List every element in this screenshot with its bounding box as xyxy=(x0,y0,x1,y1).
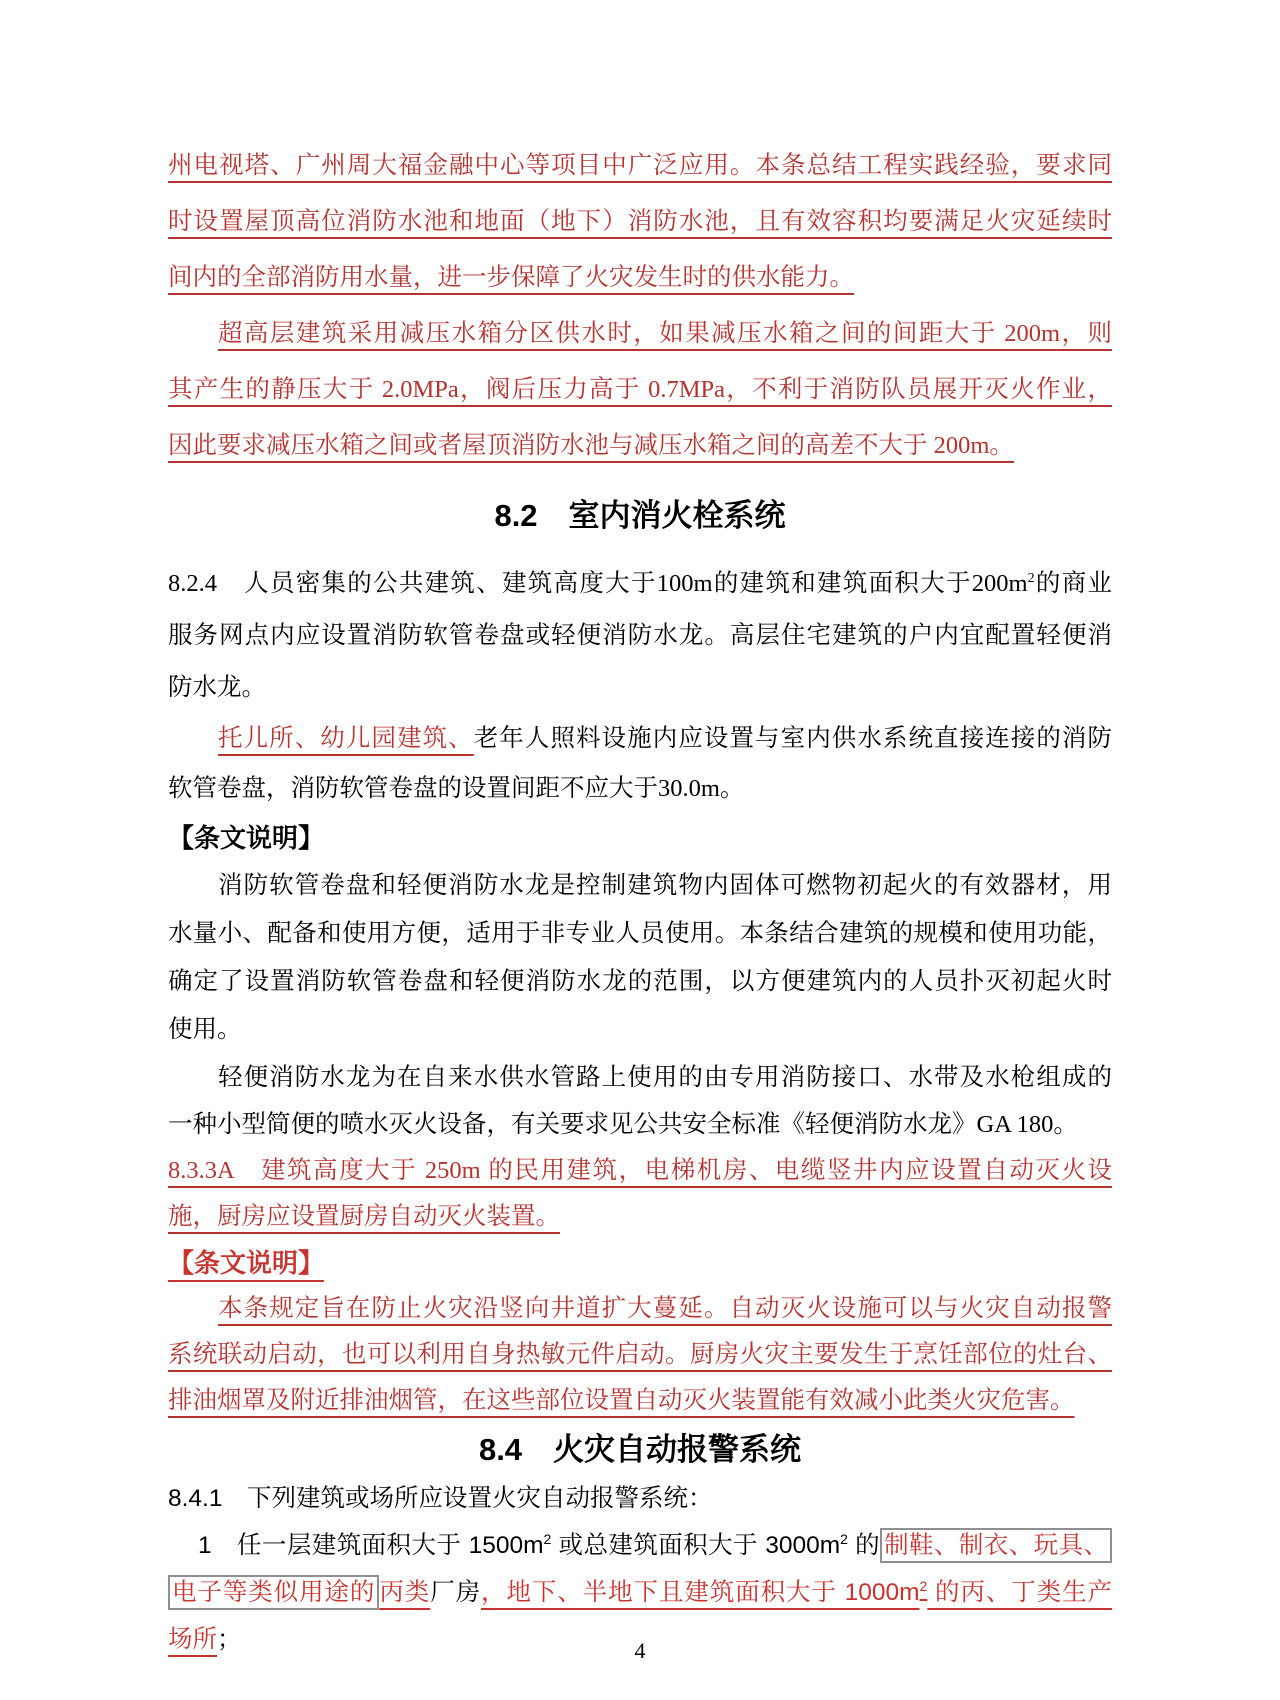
body-text: 一种小型简便的喷水灭火设备，有关要求见公共安全标准《轻便消防水龙》GA 180。 xyxy=(168,1111,1078,1138)
text-line xyxy=(168,1378,1112,1424)
text-line xyxy=(168,1569,1112,1616)
body-text: 厂房 xyxy=(430,1579,482,1606)
para-roof-tank xyxy=(168,138,1112,306)
body-text: 1 任一层建筑面积大于 1500m xyxy=(198,1532,544,1559)
page-number: 4 xyxy=(634,1638,646,1663)
text-line xyxy=(168,814,1112,862)
text-line xyxy=(168,1054,1112,1101)
revision-text: 8.3.3A 建筑高度大于 250m 的民用建筑，电梯机房、电缆竖井内应设置自动灭火设 xyxy=(168,1157,1112,1184)
para-8-4-1 xyxy=(168,1476,1112,1522)
para-nursery xyxy=(168,714,1112,814)
revision-text: 排油烟罩及附近排油烟管，在这些部位设置自动灭火装置能有效减小此类火灾危害。 xyxy=(168,1387,1075,1414)
text-line xyxy=(168,1240,1112,1286)
text-line xyxy=(168,250,1112,306)
para-8-2-4 xyxy=(168,558,1112,714)
text-line xyxy=(168,138,1112,194)
text-line xyxy=(168,558,1112,610)
text-line xyxy=(168,610,1112,662)
body-text: 服务网点内应设置消防软管卷盘或轻便消防水龙。高层住宅建筑的户内宜配置轻便消 xyxy=(168,622,1112,649)
revision-text: 间内的全部消防用水量，进一步保障了火灾发生时的供水能力。 xyxy=(168,264,854,291)
para-explain-3 xyxy=(168,1286,1112,1424)
revision-text: 施，厨房应设置厨房自动灭火装置。 xyxy=(168,1203,560,1230)
revision-text: 丙类 xyxy=(379,1579,431,1606)
revision-text: 的丙、丁类生产 xyxy=(927,1579,1113,1606)
body-text: ； xyxy=(217,1626,242,1653)
revision-text: 电子等类似用途的 xyxy=(168,1575,379,1610)
body-text: 消防软管卷盘和轻便消防水龙是控制建筑物内固体可燃物初起火的有效器材，用 xyxy=(218,872,1112,899)
document-body xyxy=(168,138,1112,1663)
text-line xyxy=(168,418,1112,474)
text-line xyxy=(168,862,1112,910)
label-explain-red xyxy=(168,1240,1112,1286)
text-line xyxy=(168,362,1112,418)
text-line xyxy=(168,1006,1112,1054)
text-line xyxy=(168,1194,1112,1240)
revision-text: 超高层建筑采用减压水箱分区供水时，如果减压水箱之间的间距大于 200m，则 xyxy=(218,320,1112,347)
text-line xyxy=(168,910,1112,958)
revision-text: 系统联动启动，也可以利用自身热敏元件启动。厨房火灾主要发生于烹饪部位的灶台、 xyxy=(168,1341,1112,1368)
revision-text: 因此要求减压水箱之间或者屋顶消防水池与减压水箱之间的高差不大于 200m。 xyxy=(168,432,1014,459)
revision-text: 托儿所、幼儿园建筑、 xyxy=(218,725,474,752)
para-explain-1 xyxy=(168,862,1112,1054)
body-text: 2 xyxy=(1027,571,1035,586)
text-line xyxy=(168,662,1112,714)
body-text: 使用。 xyxy=(168,1016,242,1043)
para-explain-2 xyxy=(168,1054,1112,1148)
body-text: 确定了设置消防软管卷盘和轻便消防水龙的范围，以方便建筑内的人员扑灭初起火时 xyxy=(168,968,1112,995)
body-text: 8.2.4 人员密集的公共建筑、建筑高度大于100m的建筑和建筑面积大于200m xyxy=(168,570,1028,597)
text-line xyxy=(168,764,1112,814)
text-line xyxy=(168,714,1112,764)
text-line xyxy=(168,1476,1112,1522)
body-text: 轻便消防水龙为在自来水供水管路上使用的由专用消防接口、水带及水枪组成的 xyxy=(218,1064,1112,1091)
body-text: 软管卷盘，消防软管卷盘的设置间距不应大于30.0m。 xyxy=(168,775,745,802)
text-line xyxy=(168,1286,1112,1332)
body-text: 2 xyxy=(543,1531,552,1547)
body-text: 2 xyxy=(840,1531,848,1547)
heading-8-2: 8.2 室内消火栓系统 xyxy=(494,498,786,533)
revision-text: 其产生的静压大于 2.0MPa，阀后压力高于 0.7MPa，不利于消防队员展开灭火作业， xyxy=(168,376,1112,403)
body-text: 老年人照料设施内应设置与室内供水系统直接连接的消防 xyxy=(473,725,1112,752)
text-line xyxy=(168,1522,1112,1569)
body-text: 或总建筑面积大于 3000m xyxy=(551,1532,841,1559)
revision-text: 本条规定旨在防止火灾沿竖向井道扩大蔓延。自动灭火设施可以与火灾自动报警 xyxy=(218,1295,1112,1322)
para-pressure-tank xyxy=(168,306,1112,474)
text-line xyxy=(168,1148,1112,1194)
body-text: 水量小、配备和使用方便，适用于非专业人员使用。本条结合建筑的规模和使用功能， xyxy=(168,920,1112,947)
text-line xyxy=(168,1101,1112,1148)
text-line xyxy=(168,958,1112,1006)
text-line xyxy=(168,306,1112,362)
body-text: 防水龙。 xyxy=(168,674,266,701)
body-text: 的 xyxy=(847,1532,881,1559)
revision-text: 州电视塔、广州周大福金融中心等项目中广泛应用。本条总结工程实践经验，要求同 xyxy=(168,152,1112,179)
body-text: 【条文说明】 xyxy=(168,823,325,853)
heading-8-4: 8.4 火灾自动报警系统 xyxy=(478,1432,802,1467)
body-text: 8.4.1 下列建筑或场所应设置火灾自动报警系统： xyxy=(168,1485,713,1512)
para-8-3-3a xyxy=(168,1148,1112,1240)
revision-text: 制鞋、制衣、玩具、 xyxy=(880,1528,1112,1563)
revision-text: 时设置屋顶高位消防水池和地面（地下）消防水池，且有效容积均要满足火灾延续时 xyxy=(168,208,1112,235)
text-line xyxy=(168,194,1112,250)
body-text: 的商业 xyxy=(1034,570,1112,597)
text-line xyxy=(168,1332,1112,1378)
revision-text: 【条文说明】 xyxy=(168,1248,325,1278)
revision-text: 2 xyxy=(919,1578,928,1594)
revision-text: ，地下、半地下且建筑面积大于 1000m xyxy=(481,1579,920,1606)
revision-text: 场所 xyxy=(168,1626,217,1653)
label-explain-black xyxy=(168,814,1112,862)
